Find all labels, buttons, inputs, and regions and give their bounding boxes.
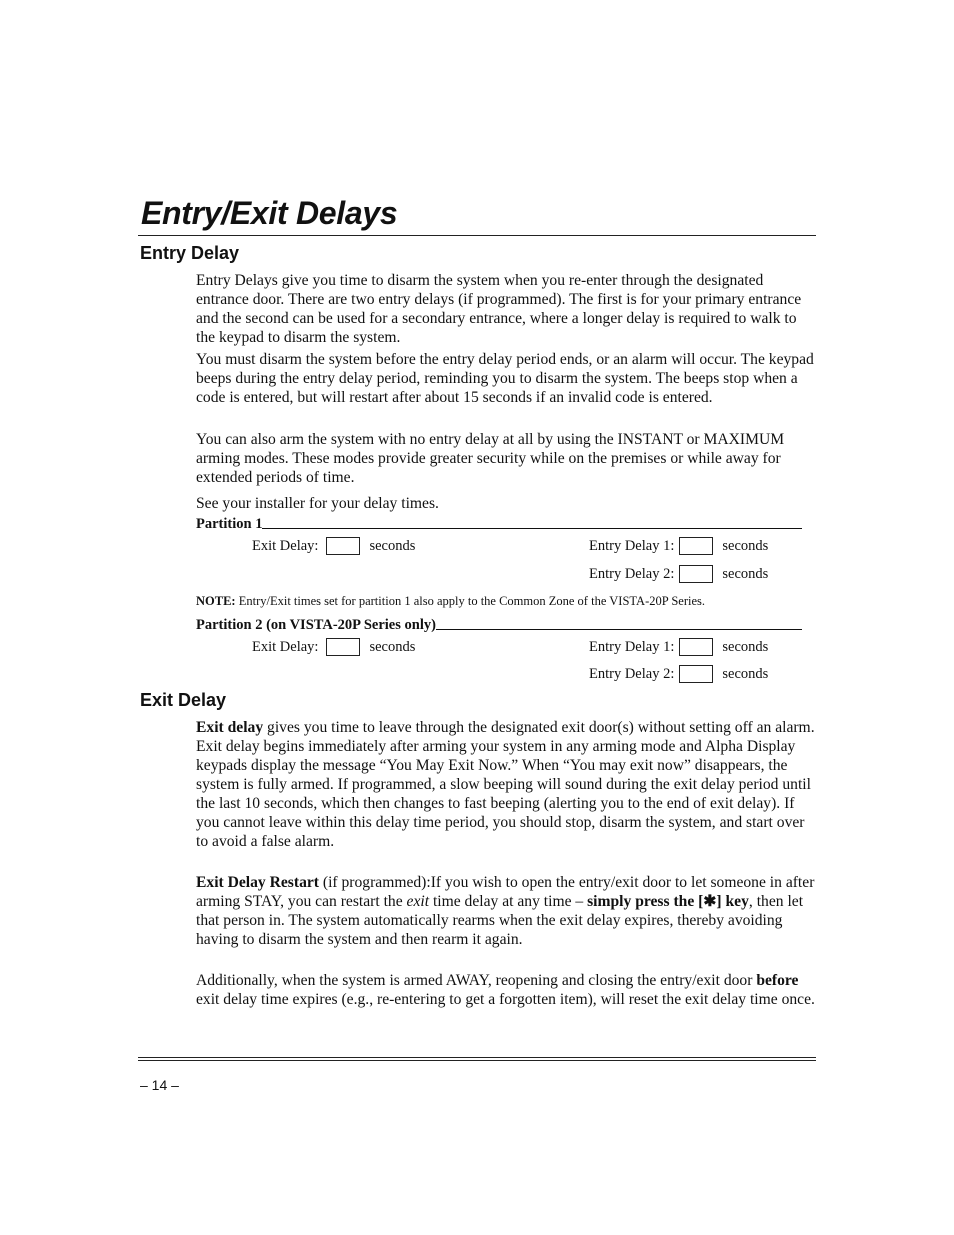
seconds-unit: seconds bbox=[722, 639, 769, 655]
exit-delay-input-box bbox=[326, 638, 360, 656]
partition-1-label: Partition 1 bbox=[196, 516, 263, 532]
entry-delay-1-input-box bbox=[679, 638, 713, 656]
note-text: Entry/Exit times set for partition 1 also apply to the Common Zone of the VISTA-20P Series. bbox=[235, 594, 706, 608]
entry-delay-1-input-box bbox=[679, 537, 713, 555]
exit-delay-restart-term: Exit Delay Restart bbox=[196, 874, 319, 891]
partition-2-entry-delay-2-row bbox=[589, 665, 768, 683]
footer-divider-bottom bbox=[138, 1060, 816, 1061]
entry-delay-heading: Entry Delay bbox=[140, 243, 240, 263]
exit-delay-label: Exit Delay: bbox=[252, 538, 319, 554]
exit-delay-heading: Exit Delay bbox=[140, 690, 227, 710]
entry-delay-paragraph-4: See your installer for your delay times. bbox=[196, 495, 439, 512]
entry-delay-paragraph-2: You must disarm the system before the entry delay period ends, or an alarm will occur. The keypad beeps during the entry delay period, reminding you to disarm the system. The beeps stop when a code is entered, but will restart after about 15 seconds if an invalid code is entered. bbox=[196, 351, 814, 406]
exit-delay-paragraph-1 bbox=[196, 718, 816, 851]
partition-2-entry-delay-1-row bbox=[589, 638, 768, 656]
seconds-unit: seconds bbox=[722, 566, 769, 582]
exit-delay-input-box bbox=[326, 537, 360, 555]
exit-delay-term: Exit delay bbox=[196, 719, 264, 736]
seconds-unit: seconds bbox=[722, 538, 769, 554]
seconds-unit: seconds bbox=[722, 666, 769, 682]
entry-delay-2-label: Entry Delay 2: bbox=[589, 566, 675, 582]
note-label: NOTE: bbox=[196, 594, 236, 608]
partition-1-header bbox=[196, 515, 802, 533]
footer-divider-top bbox=[138, 1057, 816, 1058]
partition-2-exit-delay-row bbox=[252, 638, 415, 656]
title-divider bbox=[138, 235, 816, 236]
exit-delay-paragraph-3-text-a: Additionally, when the system is armed AWAY, reopening and closing the entry/exit door bbox=[196, 972, 757, 989]
exit-delay-paragraph-2-text-b: time delay at any time – bbox=[429, 893, 588, 910]
entry-delay-2-label: Entry Delay 2: bbox=[589, 666, 675, 682]
exit-delay-paragraph-2 bbox=[196, 873, 816, 949]
exit-delay-paragraph-3-text-b: exit delay time expires (e.g., re-entering to get a forgotten item), will reset the exit delay time once. bbox=[196, 991, 815, 1008]
exit-delay-label: Exit Delay: bbox=[252, 639, 319, 655]
entry-delay-2-input-box bbox=[679, 665, 713, 683]
page-title: Entry/Exit Delays bbox=[141, 195, 398, 231]
partition-1-entry-delay-2-row bbox=[589, 565, 768, 583]
partition-1-exit-delay-row bbox=[252, 537, 415, 555]
partition-2-header bbox=[196, 616, 802, 634]
exit-delay-paragraph-2-text-c: , then let that person in. The system automatically rearms when the exit delay expires, thereby avoiding having to disarm the system and then rearm it again. bbox=[196, 893, 804, 948]
exit-delay-paragraph-1-text: gives you time to leave through the designated exit door(s) without setting off an alarm. Exit delay begins immediately after arming your system in any arming mode and Alpha Display keypads display the message “You May Exit Now.” When “You may exit now” disappears, the system is fully armed. If programmed, a slow beeping will sound during the exit delay period until the last 10 seconds, which then changes to fast beeping (alerting you to the end of exit delay). If you cannot leave within this delay time period, you should stop, disarm the system, and start over to avoid a false alarm. bbox=[196, 719, 815, 850]
press-key-instruction: simply press the [✱] key bbox=[587, 893, 749, 910]
partition-1-entry-delay-1-row bbox=[589, 537, 768, 555]
entry-delay-paragraph-3: You can also arm the system with no entry delay at all by using the INSTANT or MAXIMUM arming modes. These modes provide greater security while on the premises or while away for extended periods of time. bbox=[196, 431, 785, 486]
partition-1-underline bbox=[262, 528, 802, 529]
exit-italic-word: exit bbox=[406, 893, 430, 910]
seconds-unit: seconds bbox=[369, 538, 416, 554]
entry-delay-paragraph-1: Entry Delays give you time to disarm the system when you re-enter through the designated entrance door. There are two entry delays (if programmed). The first is for your primary entrance and the second can be used for a secondary entrance, where a longer delay is required to walk to the keypad to disarm the system. bbox=[196, 272, 802, 346]
partition-2-underline bbox=[436, 629, 802, 630]
seconds-unit: seconds bbox=[369, 639, 416, 655]
partition-note bbox=[196, 593, 816, 609]
entry-delay-2-input-box bbox=[679, 565, 713, 583]
partition-2-label: Partition 2 (on VISTA-20P Series only) bbox=[196, 617, 436, 633]
entry-delay-1-label: Entry Delay 1: bbox=[589, 538, 675, 554]
exit-delay-paragraph-3 bbox=[196, 971, 816, 1009]
page-number: – 14 – bbox=[140, 1077, 179, 1093]
entry-delay-1-label: Entry Delay 1: bbox=[589, 639, 675, 655]
before-term: before bbox=[756, 972, 799, 989]
exit-delay-paragraph-2-text-a: (if programmed):If you wish to open the entry/exit door to let someone in after arming STAY, you can restart the bbox=[196, 874, 815, 910]
